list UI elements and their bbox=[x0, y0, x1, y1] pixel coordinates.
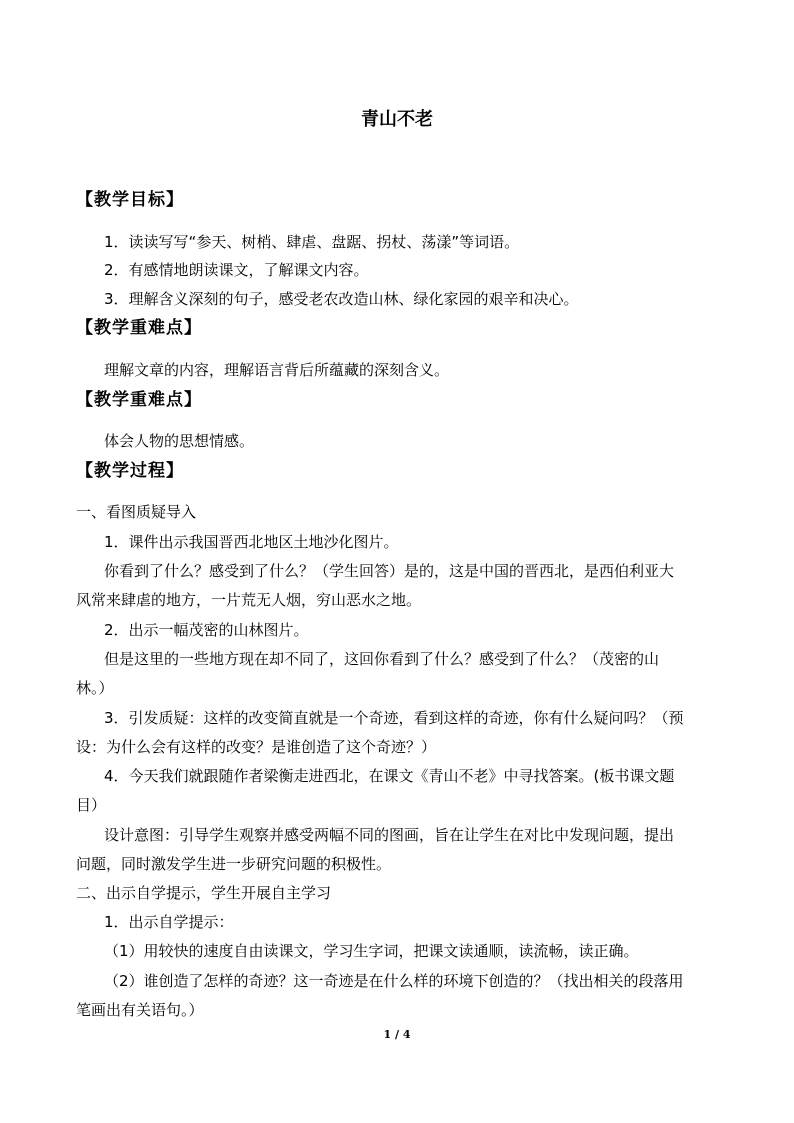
page-number: 1 / 4 bbox=[383, 1028, 411, 1041]
paragraph-line: （1）用较快的速度自由读课文，学习生字词，把课文读通顺，读流畅，读正确。 bbox=[104, 942, 639, 960]
heading-teaching-goals: 【教学目标】 bbox=[76, 190, 184, 210]
paragraph-line: 3．引发质疑：这样的改变简直就是一个奇迹，看到这样的奇迹，你有什么疑问吗？（预 bbox=[104, 709, 684, 727]
key-points-text: 理解文章的内容，理解语言背后所蕴藏的深刻含义。 bbox=[104, 361, 450, 379]
goal-item: 2．有感情地朗读课文，了解课文内容。 bbox=[104, 261, 369, 279]
paragraph-line: 设计意图：引导学生观察并感受两幅不同的图画，旨在让学生在对比中发现问题，提出 bbox=[104, 826, 675, 844]
heading-teaching-process: 【教学过程】 bbox=[76, 461, 184, 481]
section-heading: 二、出示自学提示，学生开展自主学习 bbox=[76, 884, 332, 902]
heading-difficult-points: 【教学重难点】 bbox=[76, 390, 202, 410]
paragraph-line: 但是这里的一些地方现在却不同了，这回你看到了什么？感受到了什么？（茂密的山 bbox=[104, 650, 660, 668]
paragraph-line: 1．出示自学提示： bbox=[104, 913, 234, 931]
paragraph-line: 1．课件出示我国晋西北地区土地沙化图片。 bbox=[104, 533, 399, 551]
goal-item: 3．理解含义深刻的句子，感受老农改造山林、绿化家园的艰辛和决心。 bbox=[104, 290, 579, 308]
paragraph-line: （2）谁创造了怎样的奇迹？这一奇迹是在什么样的环境下创造的？（找出相关的段落用 bbox=[104, 972, 684, 990]
heading-key-points: 【教学重难点】 bbox=[76, 318, 202, 338]
paragraph-line: 目） bbox=[76, 796, 107, 814]
paragraph-line: 设：为什么会有这样的改变？是谁创造了这个奇迹？） bbox=[76, 738, 437, 756]
paragraph-line: 4．今天我们就跟随作者梁衡走进西北，在课文《青山不老》中寻找答案。(板书课文题 bbox=[104, 767, 675, 785]
paragraph-line: 2．出示一幅茂密的山林图片。 bbox=[104, 621, 309, 639]
goal-item: 1．读读写写“参天、树梢、肆虐、盘踞、拐杖、荡漾”等词语。 bbox=[104, 233, 520, 251]
paragraph-line: 问题，同时激发学生进一步研究问题的积极性。 bbox=[76, 855, 392, 873]
section-heading: 一、看图质疑导入 bbox=[76, 503, 197, 521]
document-title: 青山不老 bbox=[361, 109, 433, 130]
paragraph-line: 林。） bbox=[76, 679, 114, 697]
paragraph-line: 你看到了什么？感受到了什么？（学生回答）是的，这是中国的晋西北，是西伯利亚大 bbox=[104, 562, 675, 580]
paragraph-line: 风常来肆虐的地方，一片荒无人烟，穷山恶水之地。 bbox=[76, 591, 422, 609]
difficult-points-text: 体会人物的思想情感。 bbox=[104, 432, 255, 450]
paragraph-line: 笔画出有关语句。） bbox=[76, 1001, 204, 1019]
